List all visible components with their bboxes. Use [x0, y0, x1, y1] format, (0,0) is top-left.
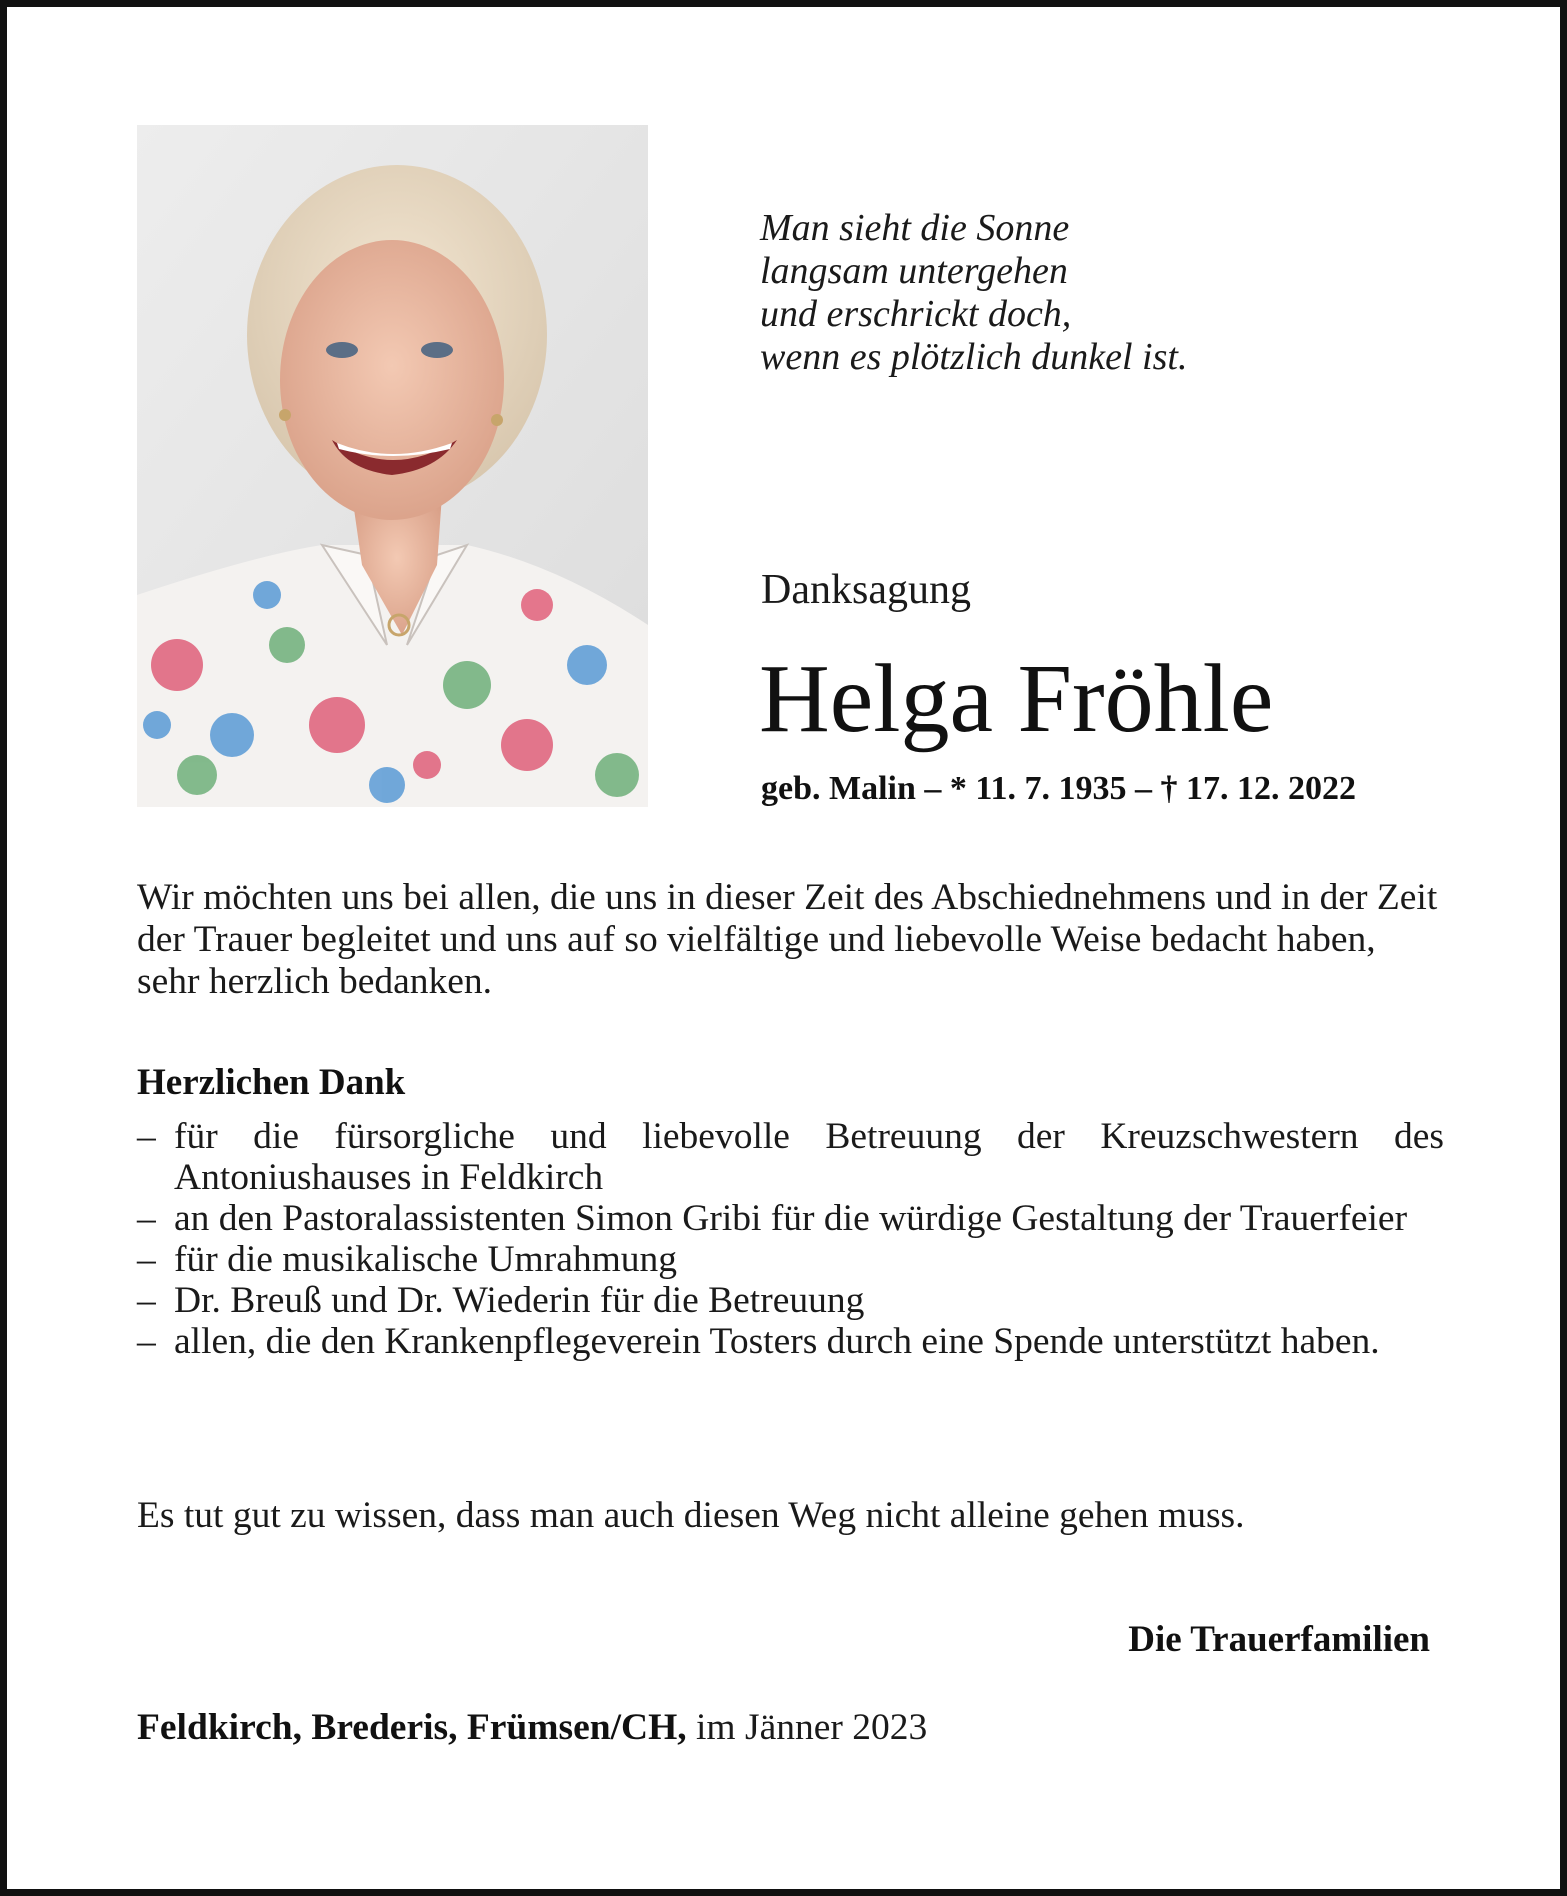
notice-heading: Danksagung — [761, 567, 971, 613]
list-item-text: an den Pastoralassistenten Simon Gribi für die würdige Gestaltung der Trauerfeier — [174, 1198, 1408, 1239]
thanks-heading: Herzlichen Dank — [137, 1062, 406, 1103]
list-dash: – — [137, 1116, 156, 1157]
quote-line: Man sieht die Sonne — [760, 207, 1070, 249]
list-dash: – — [137, 1321, 156, 1362]
life-dates: geb. Malin – * 11. 7. 1935 – † 17. 12. 2022 — [761, 770, 1357, 807]
list-dash: – — [137, 1198, 156, 1239]
list-item — [137, 1321, 1444, 1362]
list-dash: – — [137, 1280, 156, 1321]
list-item-text: allen, die den Krankenpflegeverein Tosters durch eine Spende unterstützt haben. — [174, 1321, 1380, 1362]
list-item — [137, 1116, 1444, 1198]
footer-line — [137, 1706, 927, 1750]
list-item-text: Dr. Breuß und Dr. Wiederin für die Betreuung — [174, 1280, 865, 1321]
list-item-text: für die fürsorgliche und liebevolle Betreuung der Kreuzschwestern des Antoniushauses in Feldkirch — [174, 1116, 1444, 1198]
list-item — [137, 1198, 1444, 1239]
intro-paragraph: Wir möchten uns bei allen, die uns in dieser Zeit des Abschiednehmens und in der Zeit der Trauer begleitet und uns auf so vielfältige und liebevolle Weise bedacht haben, sehr herzlich bedanken. — [137, 877, 1438, 1002]
signature: Die Trauerfamilien — [1128, 1619, 1430, 1660]
quote-line: wenn es plötzlich dunkel ist. — [760, 336, 1188, 378]
portrait-illustration — [137, 125, 648, 807]
footer-places: Feldkirch, Brederis, Frümsen/CH, — [137, 1707, 687, 1748]
list-dash: – — [137, 1239, 156, 1280]
list-item-text: für die musikalische Umrahmung — [174, 1239, 678, 1280]
quote-line: und erschrickt doch, — [760, 293, 1072, 335]
footer-date: im Jänner 2023 — [686, 1707, 928, 1748]
list-item — [137, 1280, 1444, 1321]
deceased-name: Helga Fröhle — [759, 645, 1274, 753]
list-item — [137, 1239, 1444, 1280]
memorial-quote — [760, 207, 1460, 379]
closing-sentence: Es tut gut zu wissen, dass man auch diesen Weg nicht alleine gehen muss. — [137, 1495, 1245, 1536]
quote-line: langsam untergehen — [760, 250, 1068, 292]
thanks-list — [137, 1116, 1444, 1362]
portrait-photo — [137, 125, 648, 807]
